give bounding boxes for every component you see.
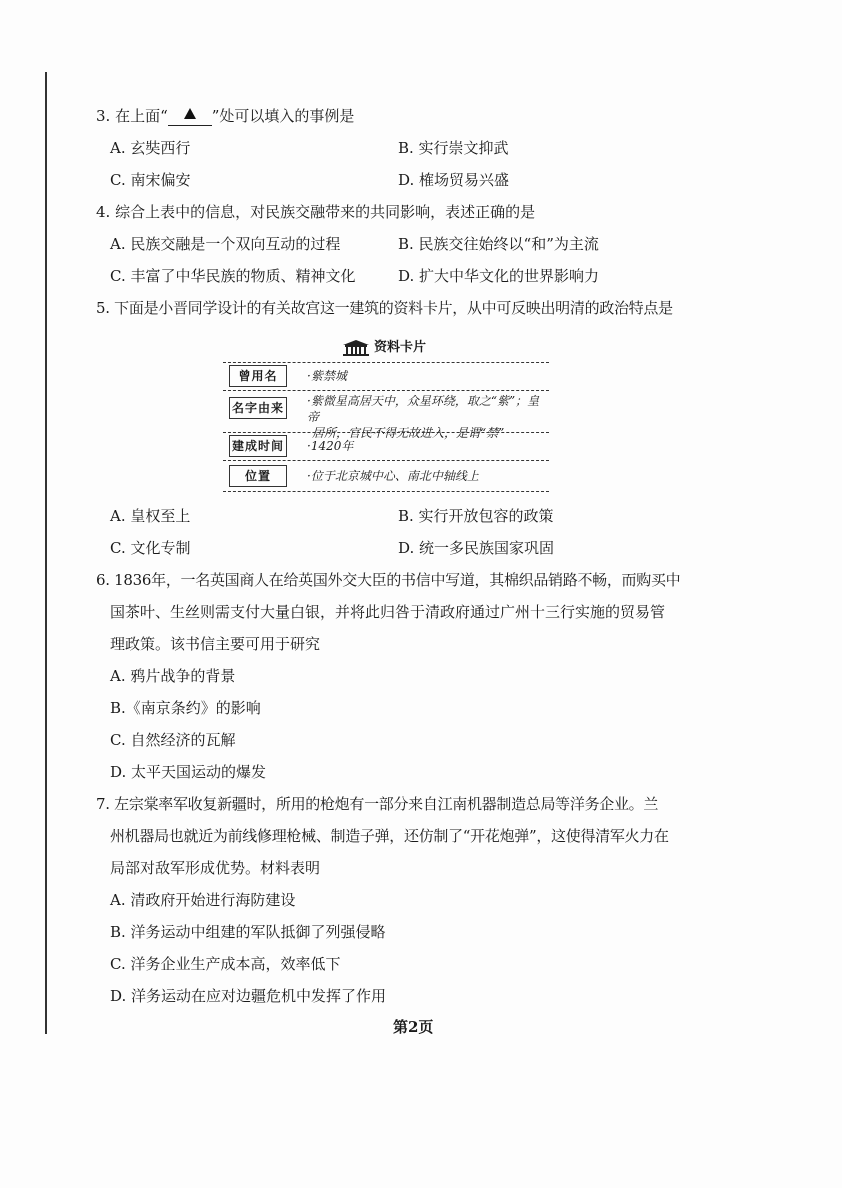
question-7-stem-line: 州机器局也就近为前线修理枪械、制造子弹，还仿制了“开花炮弹”，这使得清军火力在: [110, 827, 669, 845]
card-row-label: 建成时间: [229, 435, 287, 457]
data-card: [223, 338, 549, 496]
question-5-option-c: C. 文化专制: [110, 539, 191, 557]
question-3-stem-post: ”处可以填入的事例是: [211, 107, 355, 125]
question-5-option-a: A. 皇权至上: [110, 507, 191, 525]
question-7-option-d: D. 洋务运动在应对边疆危机中发挥了作用: [110, 987, 387, 1005]
triangle-icon: [184, 108, 196, 119]
binding-margin-line: [45, 72, 47, 1034]
question-7-stem-line: 局部对敌军形成优势。材料表明: [110, 859, 321, 877]
question-5-option-d: D. 统一多民族国家巩固: [398, 539, 555, 557]
question-4-stem: 4. 综合上表中的信息，对民族交融带来的共同影响，表述正确的是: [96, 203, 536, 221]
card-row-value: ·位于北京城中心、南北中轴线上: [307, 469, 479, 483]
question-6-stem-line: 6. 1836年，一名英国商人在给英国外交大臣的书信中写道，其棉织品销路不畅，而购买中: [96, 571, 681, 589]
card-row: [223, 390, 549, 440]
question-3-stem: [96, 106, 716, 126]
question-4-option-b: B. 民族交往始终以“和”为主流: [398, 235, 599, 253]
question-4-option-c: C. 丰富了中华民族的物质、精神文化: [110, 267, 356, 285]
card-row-label: 曾用名: [229, 365, 287, 387]
question-3-stem-pre: 3. 在上面“: [96, 107, 168, 125]
palace-icon: [341, 339, 371, 357]
question-5-stem: 5. 下面是小晋同学设计的有关故宫这一建筑的资料卡片，从中可反映出明清的政治特点是: [96, 299, 673, 317]
question-4-option-a: A. 民族交融是一个双向互动的过程: [110, 235, 341, 253]
question-6-option-b: B.《南京条约》的影响: [110, 699, 261, 717]
question-4-option-d: D. 扩大中华文化的世界影响力: [398, 267, 600, 285]
page-number: 第2页: [393, 1018, 434, 1036]
card-row-value-line: 居所，官民不得无故进入，是谓“禁”: [312, 426, 505, 440]
question-7-option-a: A. 清政府开始进行海防建设: [110, 891, 296, 909]
question-3-option-d: D. 榷场贸易兴盛: [398, 171, 510, 189]
question-3-option-a: A. 玄奘西行: [110, 139, 191, 157]
question-3-option-b: B. 实行崇文抑武: [398, 139, 509, 157]
card-row-value: ·紫禁城: [307, 369, 347, 383]
card-row-value-line: ·紫微星高居天中，众星环绕，取之“紫”；皇帝: [307, 394, 540, 424]
card-row-value: ·1420年: [307, 439, 354, 453]
answer-blank: [168, 107, 212, 126]
card-row-label: 位置: [229, 465, 287, 487]
card-title: [341, 338, 426, 358]
question-6-stem-line: 理政策。该书信主要可用于研究: [110, 635, 321, 653]
question-7-stem-line: 7. 左宗棠率军收复新疆时，所用的枪炮有一部分来自江南机器制造总局等洋务企业。兰: [96, 795, 659, 813]
question-6-stem-line: 国茶叶、生丝则需支付大量白银，并将此归咎于清政府通过广州十三行实施的贸易管: [110, 603, 666, 621]
question-6-option-d: D. 太平天国运动的爆发: [110, 763, 267, 781]
question-7-option-b: B. 洋务运动中组建的军队抵御了列强侵略: [110, 923, 386, 941]
card-row-label: 名字由来: [229, 397, 287, 419]
card-title-text: 资料卡片: [374, 340, 427, 355]
question-6-option-c: C. 自然经济的瓦解: [110, 731, 236, 749]
question-6-option-a: A. 鸦片战争的背景: [110, 667, 236, 685]
card-row: [223, 460, 549, 492]
card-row: [223, 362, 549, 389]
card-row: [223, 432, 549, 459]
question-3-option-c: C. 南宋偏安: [110, 171, 191, 189]
question-5-option-b: B. 实行开放包容的政策: [398, 507, 554, 525]
question-7-option-c: C. 洋务企业生产成本高，效率低下: [110, 955, 341, 973]
